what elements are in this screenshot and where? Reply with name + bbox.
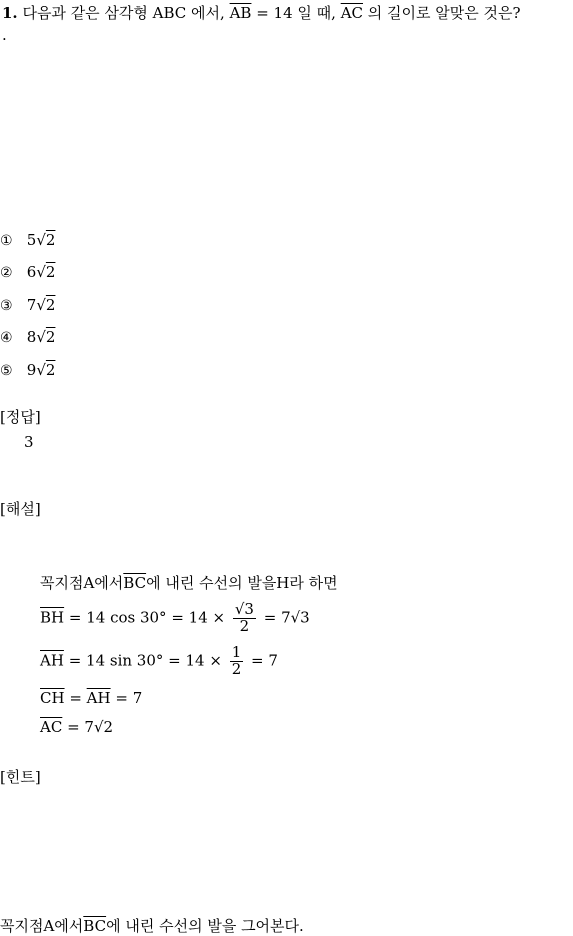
equation-result: = 7√2: [62, 718, 114, 736]
fraction: [233, 602, 256, 635]
explanation-line-3: [40, 645, 278, 678]
choice-radicand: 2: [45, 231, 56, 249]
hint-text: [0, 915, 304, 936]
explanation-line-2: [40, 602, 310, 635]
segment-ch: $\overline{CH}$: [40, 689, 65, 707]
explanation-line-1: [40, 572, 338, 593]
question-text-after: 의 길이로 알맞은 것은?: [363, 4, 521, 22]
choice-marker: ①: [0, 233, 13, 249]
explanation-text: 꼭지점A에서: [40, 574, 124, 592]
figure-placeholder-dot: .: [2, 26, 7, 44]
question-eq-ab: = 14 일 때,: [251, 4, 341, 22]
choice-marker: ②: [0, 265, 13, 281]
choice-coef: 8: [26, 328, 37, 346]
choice-radicand: 2: [45, 296, 56, 314]
explanation-label: [해설]: [0, 500, 41, 518]
segment-bh: $\overline{BH}$: [40, 608, 65, 627]
choice-coef: 6: [26, 263, 37, 281]
choice-marker: ③: [0, 298, 13, 314]
choice-coef: 5: [26, 231, 37, 249]
choice-1[interactable]: [0, 231, 55, 249]
choice-coef: 7: [26, 296, 37, 314]
segment-ac: $\overline{AC}$: [340, 4, 363, 22]
explanation-line-4: [40, 689, 142, 707]
segment-ab: $\overline{AB}$: [229, 4, 252, 22]
radical-icon: √: [36, 328, 46, 346]
choice-coef: 9: [26, 361, 37, 379]
choice-radicand: 2: [45, 361, 56, 379]
fraction: [230, 645, 244, 678]
equation-text: = 14 sin 30° = 14 ×: [63, 651, 227, 670]
fraction-denominator: 2: [231, 659, 242, 678]
choice-5[interactable]: [0, 361, 55, 379]
choice-marker: ⑤: [0, 363, 13, 379]
radical-icon: √: [36, 361, 46, 379]
segment-bc: $\overline{BC}$: [83, 917, 107, 935]
radical-icon: √: [36, 263, 46, 281]
hint-label: [힌트]: [0, 768, 41, 786]
question-line: [2, 2, 521, 23]
choice-marker: ④: [0, 330, 13, 346]
hint-text-part: 에 내린 수선의 발을 그어본다.: [106, 917, 304, 935]
choice-3[interactable]: [0, 296, 55, 314]
segment-ac: $\overline{AC}$: [40, 718, 63, 736]
segment-ah: $\overline{AH}$: [40, 651, 64, 670]
answer-value: 3: [24, 433, 34, 451]
equation-result: = 7√3: [258, 608, 310, 627]
equation-text: =: [64, 689, 87, 707]
choice-4[interactable]: [0, 328, 55, 346]
equation-result: = 7: [110, 689, 143, 707]
segment-ah: $\overline{AH}$: [86, 689, 111, 707]
fraction-denominator: 2: [239, 616, 250, 635]
hint-text-part: 꼭지점A에서: [0, 917, 84, 935]
question-number: 1.: [2, 4, 18, 22]
explanation-text: 에 내린 수선의 발을H라 하면: [146, 574, 338, 592]
choice-2[interactable]: [0, 263, 55, 281]
radical-icon: √: [36, 296, 46, 314]
equation-text: = 14 cos 30° = 14 ×: [64, 608, 230, 627]
choice-radicand: 2: [45, 328, 56, 346]
radical-icon: √: [36, 231, 46, 249]
choice-radicand: 2: [45, 263, 56, 281]
equation-result: = 7: [246, 651, 278, 670]
segment-bc: $\overline{BC}$: [123, 574, 147, 592]
answer-label: [정답]: [0, 408, 41, 426]
explanation-line-5: [40, 718, 113, 736]
fraction-numerator: √3: [234, 600, 254, 618]
question-text-before: 다음과 같은 삼각형 ABC 에서,: [22, 4, 230, 22]
fraction-numerator: 1: [231, 643, 242, 661]
